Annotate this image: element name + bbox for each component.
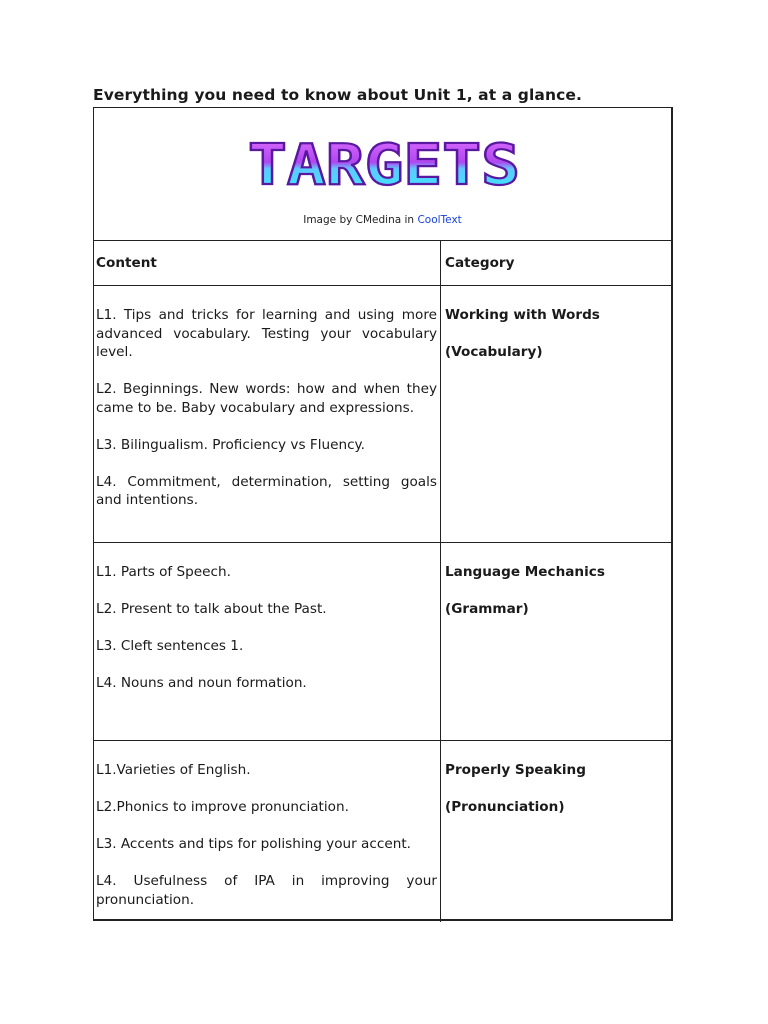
lesson-item: L4. Nouns and noun formation. bbox=[96, 674, 307, 691]
lesson-item: L1. Tips and tricks for learning and using more advanced vocabulary. Testing your vocabulary level. bbox=[96, 307, 437, 361]
banner-row bbox=[94, 108, 671, 241]
lesson-item: L4. Commitment, determination, setting goals and intentions. bbox=[96, 473, 437, 509]
table-row bbox=[94, 741, 671, 922]
page-heading: Everything you need to know about Unit 1, at a glance. bbox=[93, 86, 582, 104]
image-credit bbox=[94, 214, 671, 226]
category-name: Working with Words bbox=[445, 307, 600, 323]
lesson-item: L2. Present to talk about the Past. bbox=[96, 600, 327, 617]
category-name: Properly Speaking bbox=[445, 762, 586, 778]
category-header: Category bbox=[445, 255, 515, 271]
table-row bbox=[94, 543, 671, 741]
category-name: Language Mechanics bbox=[445, 564, 605, 580]
header-row bbox=[94, 241, 671, 286]
category-type: (Pronunciation) bbox=[445, 798, 565, 815]
cooltext-link[interactable]: CoolText bbox=[417, 214, 462, 226]
unit-table bbox=[93, 107, 673, 921]
credit-text: Image by CMedina in bbox=[303, 214, 418, 226]
lesson-item: L2.Phonics to improve pronunciation. bbox=[96, 798, 349, 815]
targets-logo bbox=[244, 135, 524, 193]
lesson-item: L1.Varieties of English. bbox=[96, 762, 251, 778]
category-type: (Grammar) bbox=[445, 600, 529, 617]
lesson-item: L3. Accents and tips for polishing your accent. bbox=[96, 835, 411, 852]
lesson-item: L3. Bilingualism. Proficiency vs Fluency. bbox=[96, 436, 365, 453]
category-type: (Vocabulary) bbox=[445, 343, 543, 360]
lesson-item: L3. Cleft sentences 1. bbox=[96, 637, 244, 654]
lesson-item: L2. Beginnings. New words: how and when they came to be. Baby vocabulary and expressions. bbox=[96, 381, 437, 416]
table-row bbox=[94, 286, 671, 543]
lesson-item: L4. Usefulness of IPA in improving your pronunciation. bbox=[96, 872, 437, 908]
logo-text: TARGETS bbox=[248, 135, 520, 193]
content-header: Content bbox=[96, 255, 157, 271]
lesson-item: L1. Parts of Speech. bbox=[96, 564, 231, 580]
